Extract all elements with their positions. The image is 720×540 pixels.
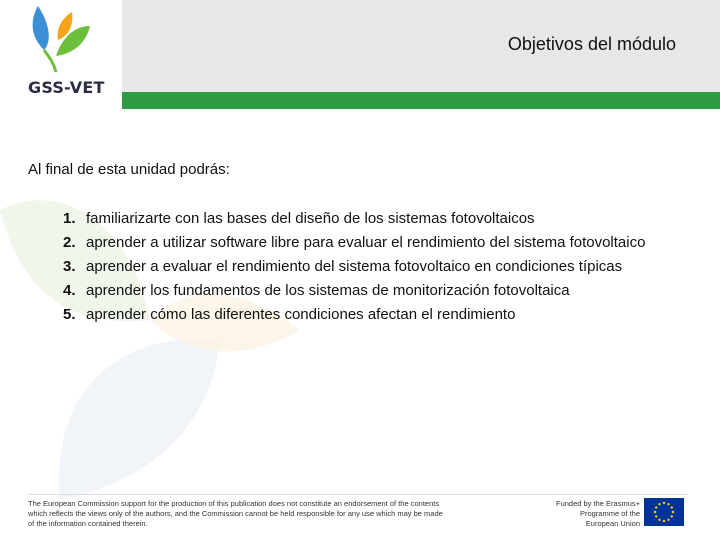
objective-text: aprender a utilizar software libre para evaluar el rendimiento del sistema fotovoltaico — [86, 234, 646, 251]
objective-text: aprender cómo las diferentes condiciones afectan el rendimiento — [86, 306, 516, 323]
objective-number: 4. — [63, 282, 76, 299]
logo-text: GSS-VET — [28, 78, 105, 97]
objective-item — [58, 279, 658, 303]
logo — [0, 0, 122, 109]
objectives-list — [58, 207, 658, 327]
objective-text: aprender los fundamentos de los sistemas de monitorización fotovoltaica — [86, 282, 570, 299]
eu-flag-icon — [644, 498, 684, 526]
footer-divider — [28, 494, 688, 495]
gss-vet-leaves-icon — [28, 6, 94, 74]
objective-item — [58, 207, 658, 231]
objective-number: 1. — [63, 210, 76, 227]
objective-text: aprender a evaluar el rendimiento del sistema fotovoltaico en condiciones típicas — [86, 258, 623, 275]
eu-disclaimer: The European Commission support for the production of this publication does not constitute an endorsement of the contents which reflects the views only of the authors, and the Commission cannot be held responsible for any use which may be made of the information contained therein. — [28, 499, 443, 528]
intro-text: Al final de esta unidad podrás: — [28, 161, 230, 178]
objective-text: familiarizarte con las bases del diseño de los sistemas fotovoltaicos — [86, 210, 535, 227]
objective-number: 5. — [63, 306, 76, 323]
funded-by-text: Funded by the Erasmus+ Programme of the European Union — [555, 499, 640, 528]
objective-item — [58, 231, 658, 255]
objective-number: 3. — [63, 258, 76, 275]
objective-item — [58, 255, 658, 279]
objective-item — [58, 303, 658, 327]
slide-title: Objetivos del módulo — [507, 34, 676, 54]
objective-number: 2. — [63, 234, 76, 251]
